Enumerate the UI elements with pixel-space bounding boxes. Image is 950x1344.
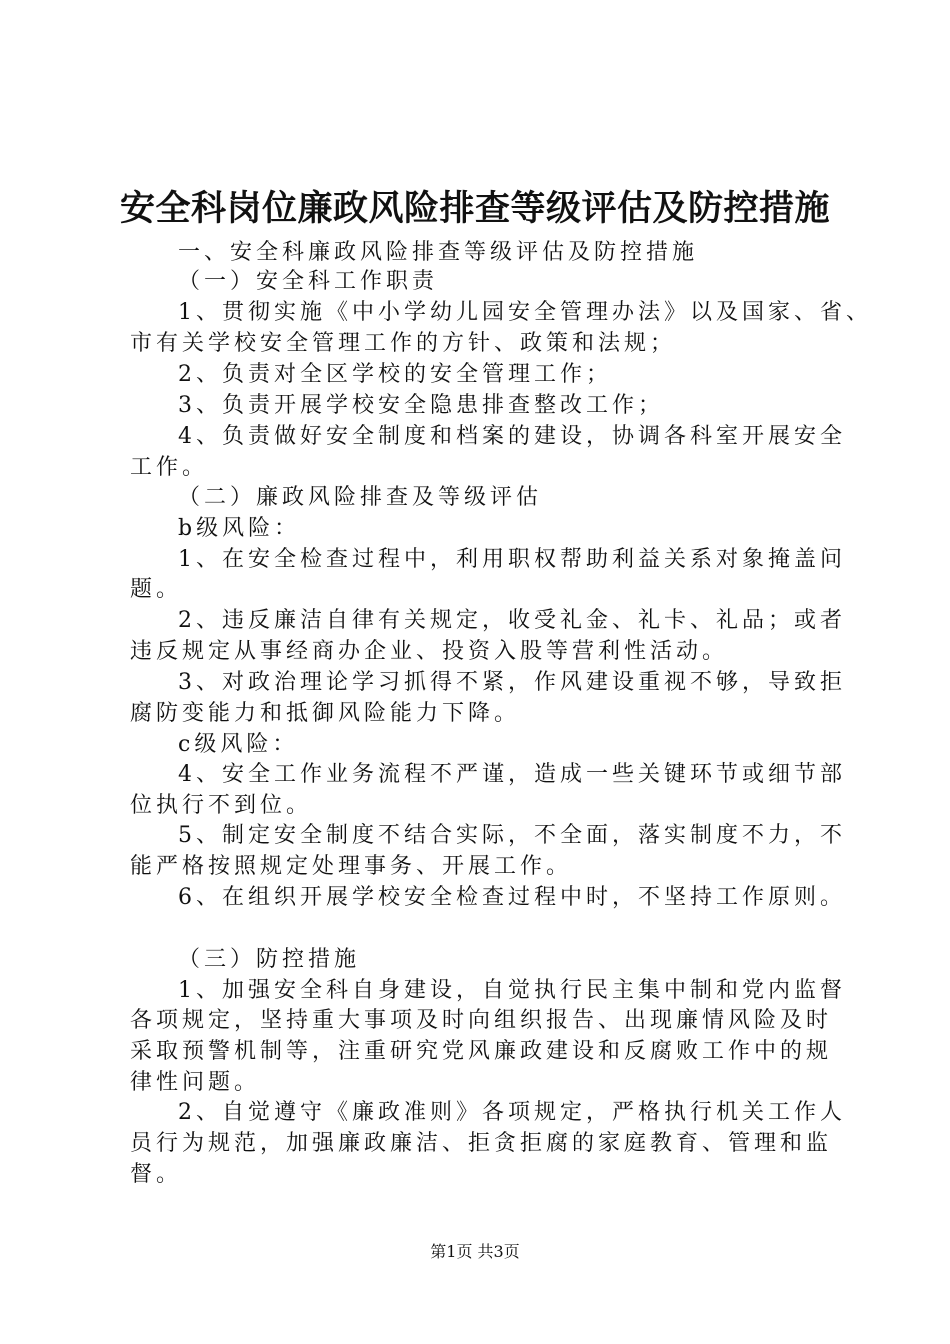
body-line: 2、自觉遵守《廉政准则》各项规定，严格执行机关工作人 [178,1100,846,1125]
body-line: 一、安全科廉政风险排查等级评估及防控措施 [178,240,699,265]
body-line: 5、制定安全制度不结合实际，不全面，落实制度不力，不 [178,823,846,848]
body-line: 4、负责做好安全制度和档案的建设，协调各科室开展安全 [178,424,846,449]
body-line: 腐防变能力和抵御风险能力下降。 [130,701,521,726]
body-line: 6、在组织开展学校安全检查过程中时，不坚持工作原则。 [178,885,846,910]
body-line: 2、违反廉洁自律有关规定，收受礼金、礼卡、礼品；或者 [178,608,846,633]
body-line: 3、对政治理论学习抓得不紧，作风建设重视不够，导致拒 [178,670,846,695]
body-line: （三）防控措施 [178,947,361,972]
page-footer: 第1页 共3页 [430,1242,520,1261]
body-line: 律性问题。 [130,1070,261,1095]
body-line: 能严格按照规定处理事务、开展工作。 [130,854,573,879]
body-line: 1、在安全检查过程中，利用职权帮助利益关系对象掩盖问 [178,547,846,572]
body-line: 员行为规范，加强廉政廉洁、拒贪拒腐的家庭教育、管理和监 [130,1131,833,1156]
body-line: 违反规定从事经商办企业、投资入股等营利性活动。 [130,639,729,664]
document-title: 安全科岗位廉政风险排查等级评估及防控措施 [119,189,830,229]
body-line: 2、负责对全区学校的安全管理工作； [178,362,612,387]
body-line: 1、贯彻实施《中小学幼儿园安全管理办法》以及国家、省、 [178,300,872,325]
body-line: c级风险： [178,732,299,757]
body-line: 题。 [130,577,183,602]
body-line: 工作。 [130,455,209,480]
body-line: 市有关学校安全管理工作的方针、政策和法规； [130,331,677,356]
body-line: b级风险： [178,516,301,541]
body-line: 3、负责开展学校安全隐患排查整改工作； [178,393,664,418]
body-line: 位执行不到位。 [130,793,313,818]
body-line: 4、安全工作业务流程不严谨，造成一些关键环节或细节部 [178,762,846,787]
body-line: （一）安全科工作职责 [178,269,439,294]
body-line: 各项规定，坚持重大事项及时向组织报告、出现廉情风险及时 [130,1008,833,1033]
body-line: 督。 [130,1162,183,1187]
body-line: 采取预警机制等，注重研究党风廉政建设和反腐败工作中的规 [130,1039,833,1064]
body-line: 1、加强安全科自身建设，自觉执行民主集中制和党内监督 [178,978,846,1003]
body-line: （二）廉政风险排查及等级评估 [178,485,543,510]
